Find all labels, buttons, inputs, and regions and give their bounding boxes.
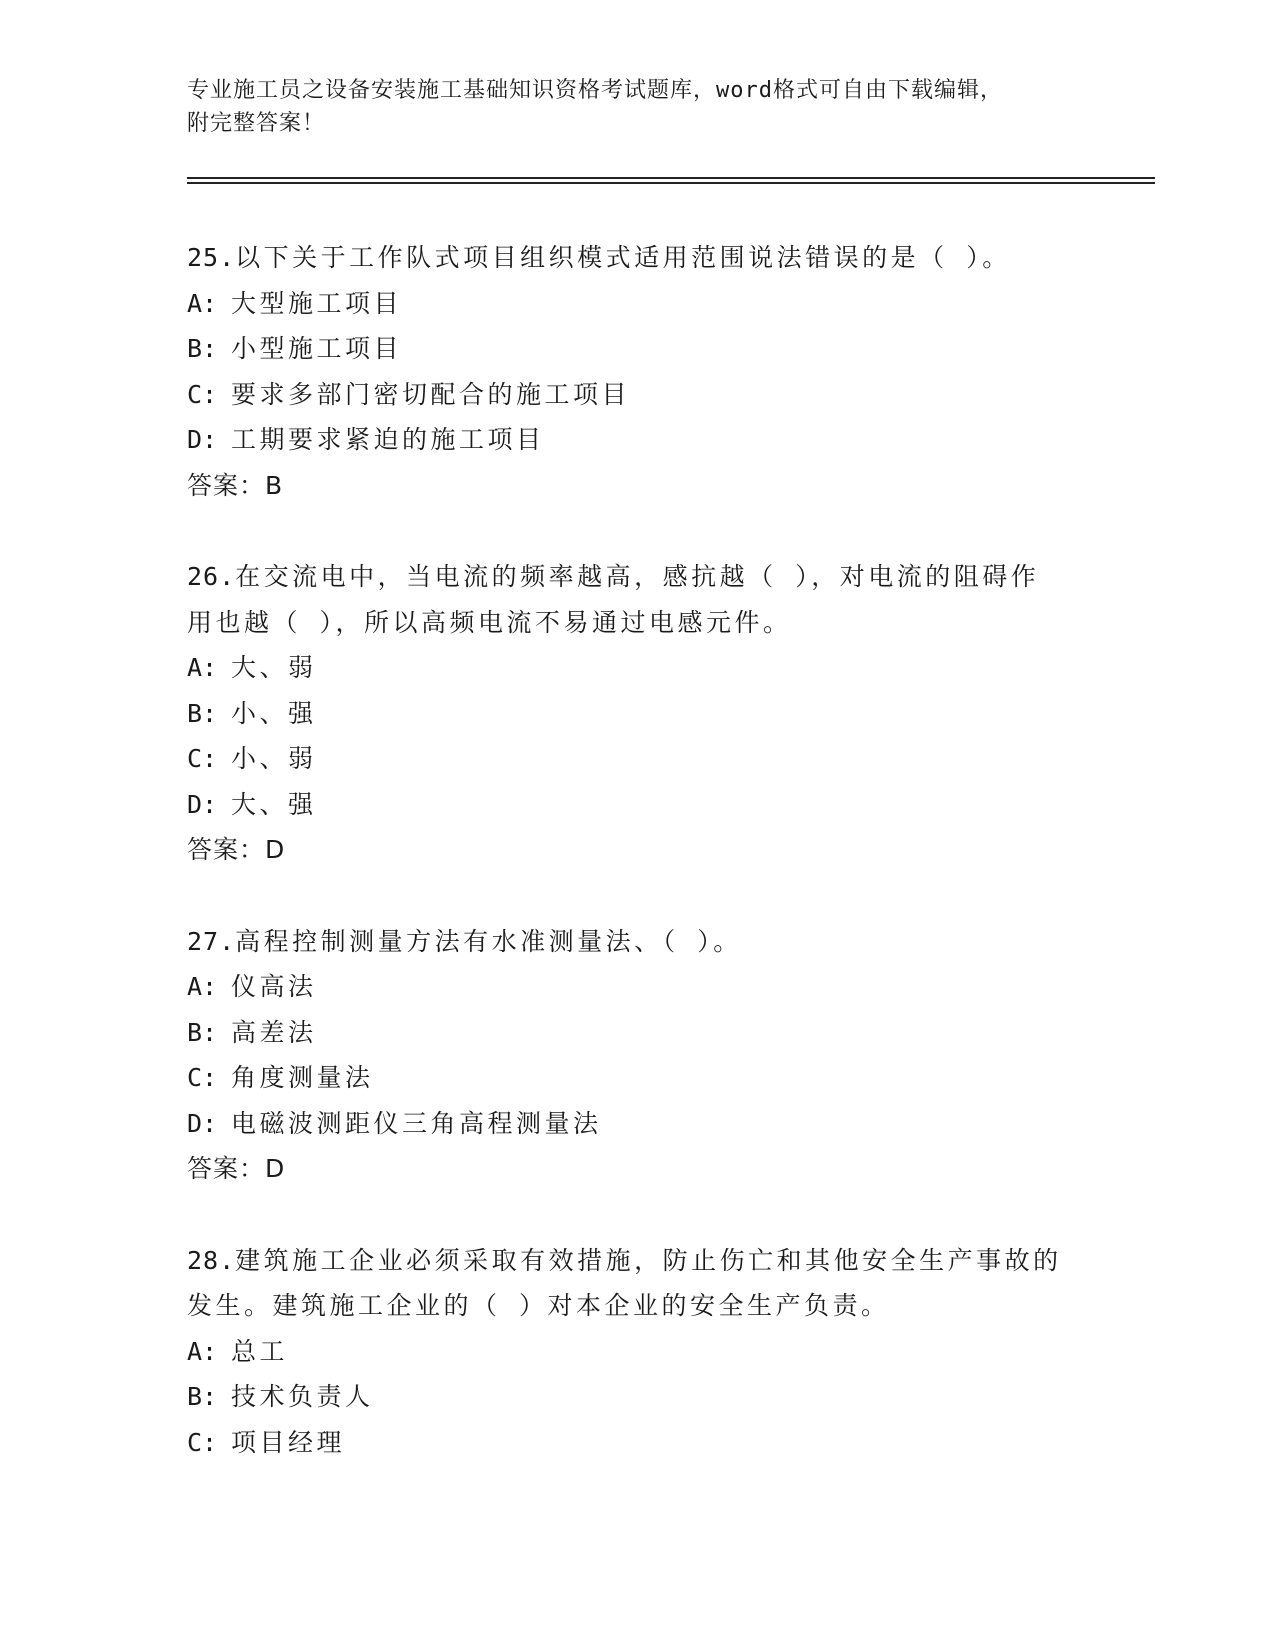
option-key: C:: [187, 1063, 218, 1092]
option-key: C:: [187, 1427, 218, 1457]
question-number: 26.: [187, 562, 236, 591]
question-stem-text: 在交流电中，当电流的频率越高，感抗越（ ），对电流的阻碍作: [235, 562, 1040, 591]
question-stem-text: 建筑施工企业必须采取有效措施，防止伤亡和其他安全生产事故的: [235, 1245, 1062, 1275]
question-stem-text: 以下关于工作队式项目组织模式适用范围说法错误的是（ ）。: [235, 243, 1011, 272]
option-c: [187, 1420, 1087, 1466]
option-text: 技术负责人: [231, 1382, 374, 1411]
answer-line: 答案：D: [187, 1154, 286, 1183]
option-c: [187, 736, 1087, 782]
question-stem: [187, 1238, 1087, 1284]
question-stem-continuation: 发生。建筑施工企业的（ ）对本企业的安全生产负责。: [187, 1291, 890, 1320]
question-27: [187, 919, 1087, 1192]
option-key: B:: [187, 698, 218, 728]
answer-line: 答案：B: [187, 470, 284, 500]
option-text: 高差法: [231, 1017, 317, 1047]
question-26: [187, 554, 1087, 873]
option-text: 要求多部门密切配合的施工项目: [231, 379, 631, 409]
option-text: 小型施工项目: [231, 334, 403, 363]
option-a: [187, 645, 1087, 691]
question-25: [187, 235, 1087, 508]
option-b: [187, 326, 1087, 372]
question-number: 27.: [187, 926, 236, 956]
question-stem: [187, 235, 1087, 281]
option-key: D:: [187, 425, 218, 454]
question-stem-text: 高程控制测量方法有水准测量法、（ ）。: [235, 926, 742, 956]
option-key: C:: [187, 379, 218, 409]
option-a: [187, 964, 1087, 1010]
option-b: [187, 1374, 1087, 1420]
option-a: [187, 281, 1087, 327]
option-b: [187, 691, 1087, 737]
option-key: A:: [187, 972, 218, 1001]
option-text: 工期要求紧迫的施工项目: [231, 425, 545, 454]
question-number: 25.: [187, 243, 236, 272]
option-text: 大、强: [231, 789, 317, 819]
option-key: B:: [187, 1017, 218, 1047]
option-text: 总工: [231, 1336, 289, 1366]
option-d: [187, 1101, 1087, 1147]
header-title-line-2: 附完整答案！: [187, 111, 326, 136]
header-title-line-1: 专业施工员之设备安装施工基础知识资格考试题库，word格式可自由下载编辑，: [187, 78, 1003, 103]
option-key: D:: [187, 789, 218, 819]
option-text: 角度测量法: [231, 1063, 374, 1092]
option-text: 仪高法: [231, 972, 317, 1001]
option-text: 小、强: [231, 698, 317, 728]
answer-line: 答案：D: [187, 835, 286, 864]
question-28: [187, 1238, 1087, 1466]
option-text: 项目经理: [231, 1427, 346, 1457]
question-number: 28.: [187, 1245, 236, 1275]
option-text: 小、弱: [231, 744, 317, 773]
option-d: [187, 417, 1087, 463]
question-stem-continuation: 用也越（ ），所以高频电流不易通过电感元件。: [187, 607, 792, 637]
header-divider-top: [187, 177, 1155, 179]
option-d: [187, 782, 1087, 828]
option-text: 大型施工项目: [231, 288, 403, 318]
document-header: [187, 74, 1087, 140]
question-list: [187, 235, 1087, 1465]
option-c: [187, 372, 1087, 418]
option-key: A:: [187, 1336, 218, 1366]
option-key: B:: [187, 334, 218, 363]
option-key: A:: [187, 653, 218, 682]
option-key: C:: [187, 744, 218, 773]
header-divider-bottom: [187, 182, 1155, 184]
option-b: [187, 1010, 1087, 1056]
option-c: [187, 1055, 1087, 1101]
question-stem: [187, 554, 1087, 600]
option-text: 大、弱: [231, 653, 317, 682]
option-a: [187, 1329, 1087, 1375]
option-key: D:: [187, 1108, 218, 1138]
option-key: B:: [187, 1382, 218, 1411]
option-key: A:: [187, 288, 218, 318]
option-text: 电磁波测距仪三角高程测量法: [231, 1108, 602, 1138]
question-stem: [187, 919, 1087, 965]
